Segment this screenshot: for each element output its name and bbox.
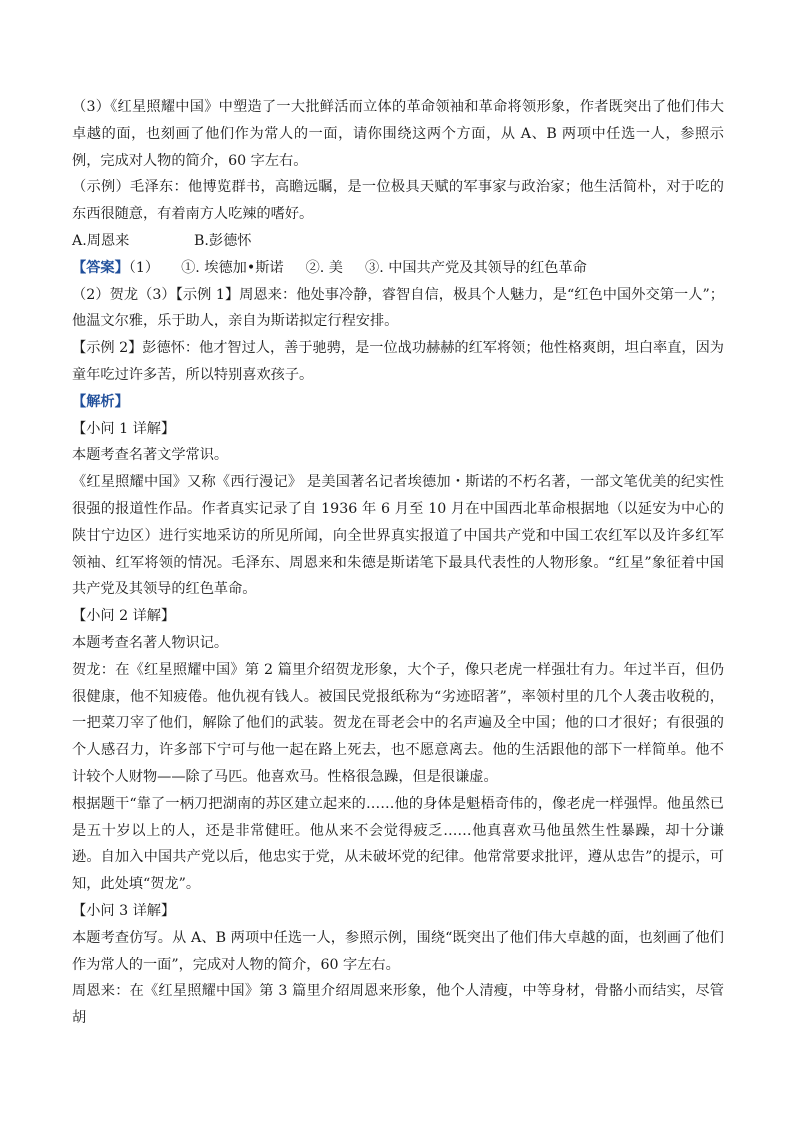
- answer-part-3: 【示例 2】彭德怀：他才智过人，善于驰骋，是一位战功赫赫的红军将领；他性格爽朗，坦白率直，因为童年吃过许多苦，所以特别喜欢孩子。: [72, 340, 724, 383]
- answer-part-2: （2）贺龙（3）【示例 1】周恩来：他处事冷静，睿智自信，极具个人魅力，是“红色中国外交第一人”；他温文尔雅，乐于助人，亲自为斯诺拟定行程安排。: [72, 286, 724, 330]
- example-text: （示例）毛泽东：他博览群书，高瞻远瞩，是一位极具天赋的军事家与政治家；他生活简朴，对于吃的东西很随意，有着南方人吃辣的嗜好。: [72, 179, 724, 223]
- document-page: [72, 94, 724, 1032]
- subquestion-3-tail: 周恩来：在《红星照耀中国》第 3 篇里介绍周恩来形象，他个人清瘦，中等身材，骨骼小而结实，尽管胡: [72, 983, 724, 1027]
- subquestion-1-intro: 本题考查名著文学常识。: [72, 447, 229, 464]
- answer-3: ③. 中国共产党及其领导的红色革命: [365, 259, 587, 276]
- answer-tag: 【答案】: [72, 259, 129, 276]
- answer-2: ②. 美: [305, 259, 343, 276]
- analysis-tag: 【解析】: [72, 393, 129, 410]
- answer-1: ①. 埃德加•斯诺: [181, 259, 284, 276]
- option-b: B.彭德怀: [194, 232, 252, 249]
- subquestion-3-body: 本题考查仿写。从 A、B 两项中任选一人，参照示例，围绕“既突出了他们伟大卓越的面，也刻画了他们作为常人的一面”，完成对人物的简介，60 字左右。: [72, 929, 724, 973]
- question-3-prompt: （3）《红星照耀中国》中塑造了一大批鲜活而立体的革命领袖和革命将领形象，作者既突出了他们伟大卓越的面，也刻画了他们作为常人的一面，请你围绕这两个方面，从 A、B 两项中任选一人，参照示例，完成对人物的简介，60 字左右。: [72, 99, 724, 169]
- option-a: A.周恩来: [72, 232, 130, 249]
- subquestion-2-intro: 本题考查名著人物识记。: [72, 634, 229, 651]
- subquestion-1-body: 《红星照耀中国》又称《西行漫记》 是美国著名记者埃德加・斯诺的不朽名著，一部文笔优美的纪实性很强的报道性作品。作者真实记录了自 1936 年 6 月至 10 月在中国西北革命根据地（以延安为中心的陕甘宁边区）进行实地采访的所见所闻，向全世界真实报道了中国共产党和中国工农红军以及许多红军领袖、红军将领的情况。毛泽东、周恩来和朱德是斯诺笔下最具代表性的人物形象。“红星”象征着中国共产党及其领导的红色革命。: [72, 474, 724, 598]
- subquestion-2-body-1: 贺龙：在《红星照耀中国》第 2 篇里介绍贺龙形象，大个子，像只老虎一样强壮有力。年过半百，但仍很健康，他不知疲倦。他仇视有钱人。被国民党报纸称为“劣迹昭著”，率领村里的几个人袭击收税的，一把菜刀宰了他们，解除了他们的武装。贺龙在哥老会中的名声遍及全中国；他的口才很好；有很强的个人感召力，许多部下宁可与他一起在路上死去，也不愿意离去。他的生活跟他的部下一样简单。他不计较个人财物——除了马匹。他喜欢马。性格很急躁，但是很谦虚。: [72, 661, 724, 785]
- options-row: [72, 228, 724, 255]
- answer-line-1: [72, 255, 724, 282]
- answer-part1-prefix: （1）: [128, 259, 160, 276]
- subquestion-1-heading: 【小问 1 详解】: [72, 420, 176, 437]
- subquestion-2-heading: 【小问 2 详解】: [72, 608, 176, 625]
- subquestion-2-body-2: 根据题干“靠了一柄刀把湖南的苏区建立起来的……他的身体是魁梧奇伟的，像老虎一样强悍。他虽然已是五十岁以上的人，还是非常健旺。他从来不会觉得疲乏……他真喜欢马他虽然生性暴躁，却十分谦逊。自加入中国共产党以后，他忠实于党，从未破坏党的纪律。他常常要求批评，遵从忠告”的提示，可知，此处填“贺龙”。: [72, 795, 724, 893]
- subquestion-3-heading: 【小问 3 详解】: [72, 902, 176, 919]
